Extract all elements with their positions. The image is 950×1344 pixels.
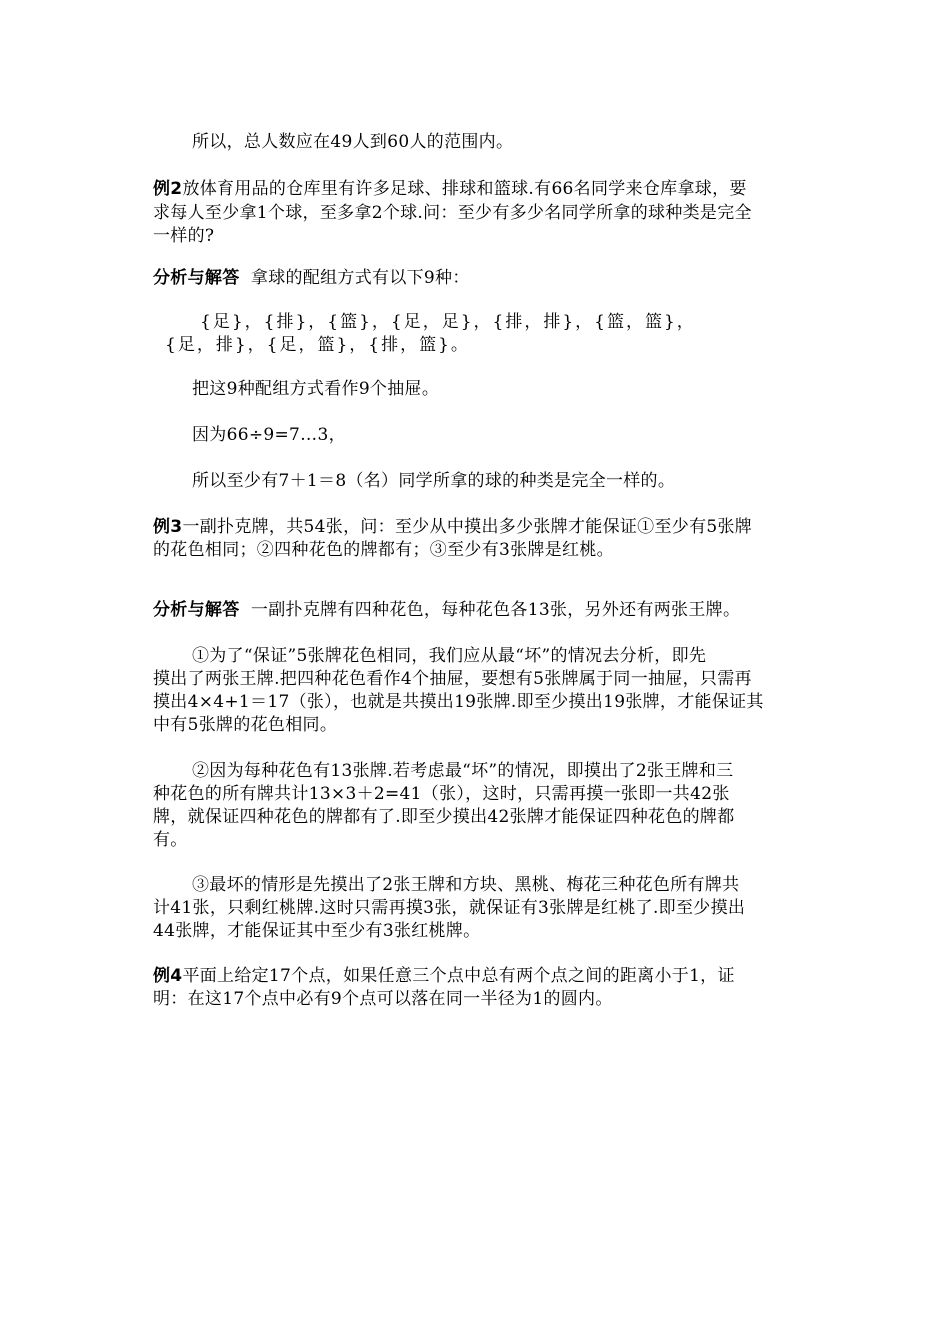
example-3-label: 例3 — [153, 517, 183, 537]
combos-line-2: {足，排}，{足，篮}，{排，篮}。 — [165, 335, 470, 355]
case-1-line-1: ①为了“保证”5张牌花色相同，我们应从最“坏”的情况去分析，即先 — [192, 646, 707, 666]
example-3-line-2: 的花色相同；②四种花色的牌都有；③至少有3张牌是红桃。 — [153, 540, 614, 560]
analysis-2-heading-line — [153, 267, 470, 290]
example-4-line-2: 明：在这17个点中必有9个点可以落在同一半径为1的圆内。 — [153, 989, 613, 1009]
example-2-line-3: 一样的? — [153, 226, 215, 246]
case-2-line-2: 种花色的所有牌共计13×3＋2=41（张），这时，只需再摸一张即一共42张 — [153, 784, 730, 804]
analysis-2-conclusion: 所以至少有7＋1＝8（名）同学所拿的球的种类是完全一样的。 — [192, 471, 676, 491]
case-1-line-2: 摸出了两张王牌.把四种花色看作4个抽屉，要想有5张牌属于同一抽屉，只需再 — [153, 669, 752, 689]
example-4-line-1 — [153, 965, 735, 988]
analysis-3-label: 分析与解答 — [153, 600, 240, 620]
example-2-text-1: 放体育用品的仓库里有许多足球、排球和篮球.有66名同学来仓库拿球，要 — [182, 179, 747, 199]
example-2-label: 例2 — [153, 179, 183, 199]
example-4-label: 例4 — [153, 966, 183, 986]
case-2-line-4: 有。 — [153, 830, 188, 850]
example-4-text-1: 平面上给定17个点，如果任意三个点中总有两个点之间的距离小于1，证 — [182, 966, 735, 986]
case-2-line-3: 牌，就保证四种花色的牌都有了.即至少摸出42张牌才能保证四种花色的牌都 — [153, 807, 735, 827]
example-2-line-2: 求每人至少拿1个球，至多拿2个球.问：至少有多少名同学所拿的球种类是完全 — [153, 203, 752, 223]
case-1-line-4: 中有5张牌的花色相同。 — [153, 715, 338, 735]
case-3-line-1: ③最坏的情形是先摸出了2张王牌和方块、黑桃、梅花三种花色所有牌共 — [192, 875, 740, 895]
analysis-2-drawers: 把这9种配组方式看作9个抽屉。 — [192, 379, 440, 399]
case-3-line-3: 44张牌，才能保证其中至少有3张红桃牌。 — [153, 921, 481, 941]
analysis-3-text: 一副扑克牌有四种花色，每种花色各13张，另外还有两张王牌。 — [250, 600, 741, 620]
analysis-2-text: 拿球的配组方式有以下9种： — [250, 268, 470, 288]
case-2-line-1: ②因为每种花色有13张牌.若考虑最“坏”的情况，即摸出了2张王牌和三 — [192, 761, 734, 781]
case-1-line-3: 摸出4×4+1＝17（张），也就是共摸出19张牌.即至少摸出19张牌，才能保证其 — [153, 692, 764, 712]
analysis-3-heading-line — [153, 599, 740, 622]
analysis-2-label: 分析与解答 — [153, 268, 240, 288]
example-3-line-1 — [153, 516, 752, 539]
analysis-2-division: 因为66÷9=7…3， — [192, 425, 346, 445]
example-2-line-1 — [153, 178, 747, 201]
paragraph-range-conclusion: 所以，总人数应在49人到60人的范围内。 — [192, 132, 514, 152]
combos-line-1: {足}，{排}，{篮}，{足，足}，{排，排}，{篮，篮}， — [200, 312, 696, 332]
case-3-line-2: 计41张，只剩红桃牌.这时只需再摸3张，就保证有3张牌是红桃了.即至少摸出 — [153, 898, 746, 918]
example-3-text-1: 一副扑克牌，共54张，问：至少从中摸出多少张牌才能保证①至少有5张牌 — [182, 517, 753, 537]
